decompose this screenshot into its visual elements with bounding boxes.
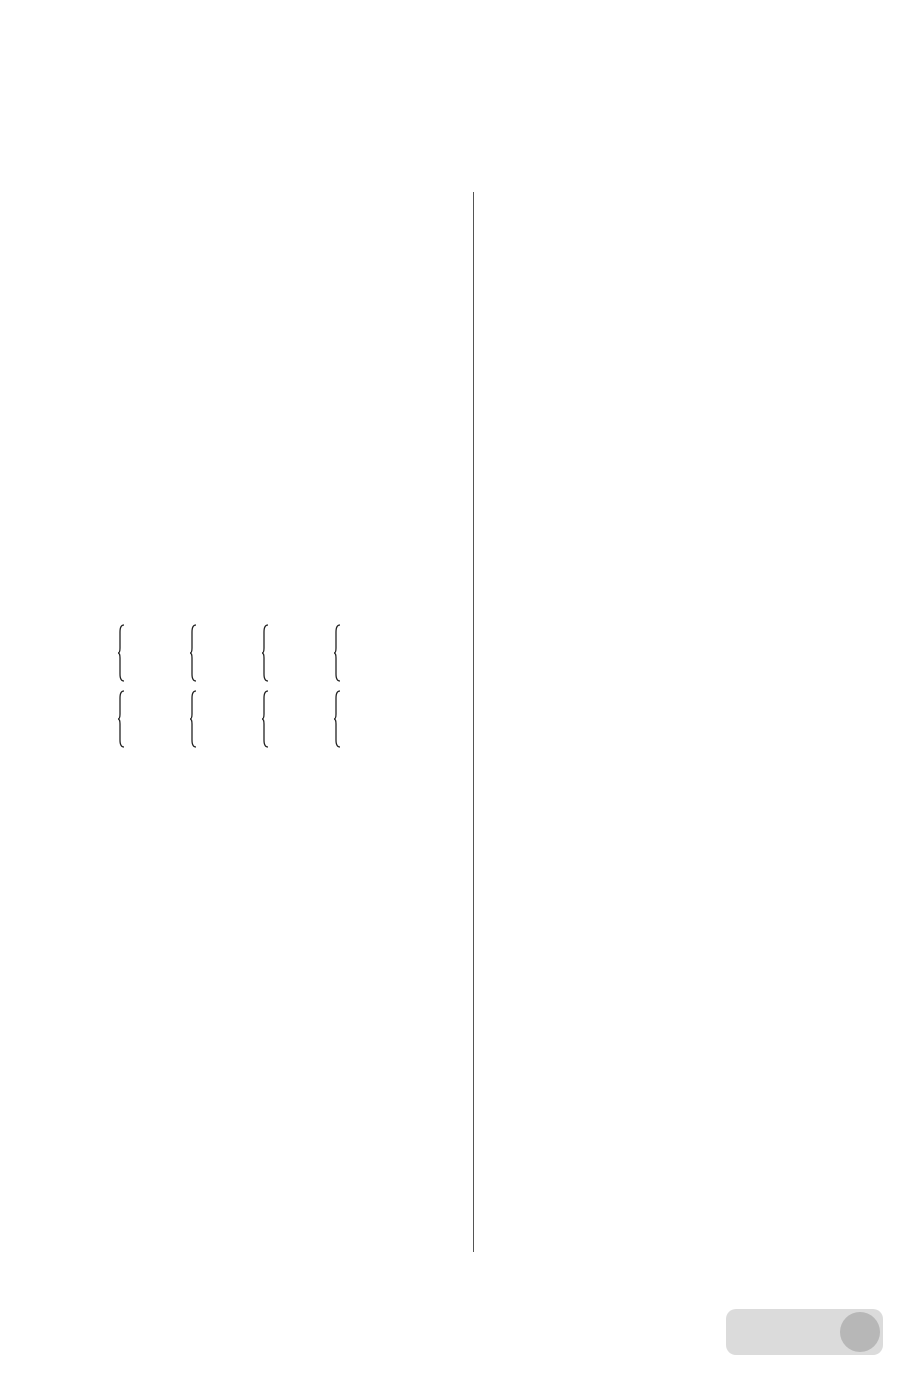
unit1-title [88,190,468,224]
answer-row [88,917,468,950]
left-column [88,190,468,1248]
answer-row [88,587,468,620]
watermark-logo [722,1305,887,1385]
answer-row [88,455,468,488]
answer-row [88,950,468,983]
word-pair [262,686,340,752]
bracket-group [88,620,468,686]
answer-row [88,290,468,323]
brace-icon [190,690,197,748]
word-pair [190,620,268,686]
unit2-q1 [88,1149,468,1248]
answer-row [88,554,468,587]
answer-row [88,1016,468,1049]
word-pair [334,620,412,686]
word-pair [118,620,196,686]
right-column [485,190,855,224]
answer-row [88,389,468,422]
brace-icon [118,624,125,682]
unit1-q2 [88,356,468,389]
answer-row [88,257,468,290]
answer-row [88,323,468,356]
column-divider [473,192,474,1252]
brace-icon [334,624,341,682]
unit1-q5 [88,752,468,785]
word-pair [262,620,340,686]
brace-icon [262,690,269,748]
unit3-title [485,190,855,224]
answer-row [88,785,468,818]
unit1-q3 [88,389,468,620]
word-pair [118,686,196,752]
answer-row [88,488,468,521]
word-pair [190,686,268,752]
brace-icon [334,690,341,748]
answer-row [88,356,468,389]
word-pair [334,686,412,752]
answer-row [88,851,468,884]
unit1-q1 [88,224,468,356]
answer-row [88,1082,468,1115]
answer-row [88,224,468,257]
unit1-q4 [88,620,468,752]
answer-row [88,1182,468,1215]
answer-row [88,1149,468,1182]
answer-row [88,983,468,1016]
brace-icon [190,624,197,682]
answer-row [88,422,468,455]
brace-icon [262,624,269,682]
answer-row [88,818,468,851]
unit1-q7 [88,851,468,983]
brace-icon [118,690,125,748]
unit1-q8 [88,983,468,1115]
answer-row [88,1049,468,1082]
unit2-title [88,1115,468,1149]
answer-row [88,521,468,554]
unit1-q6 [88,785,468,851]
answer-row [88,752,468,785]
bracket-group [88,686,468,752]
answer-row [88,884,468,917]
answer-row [88,1215,468,1248]
